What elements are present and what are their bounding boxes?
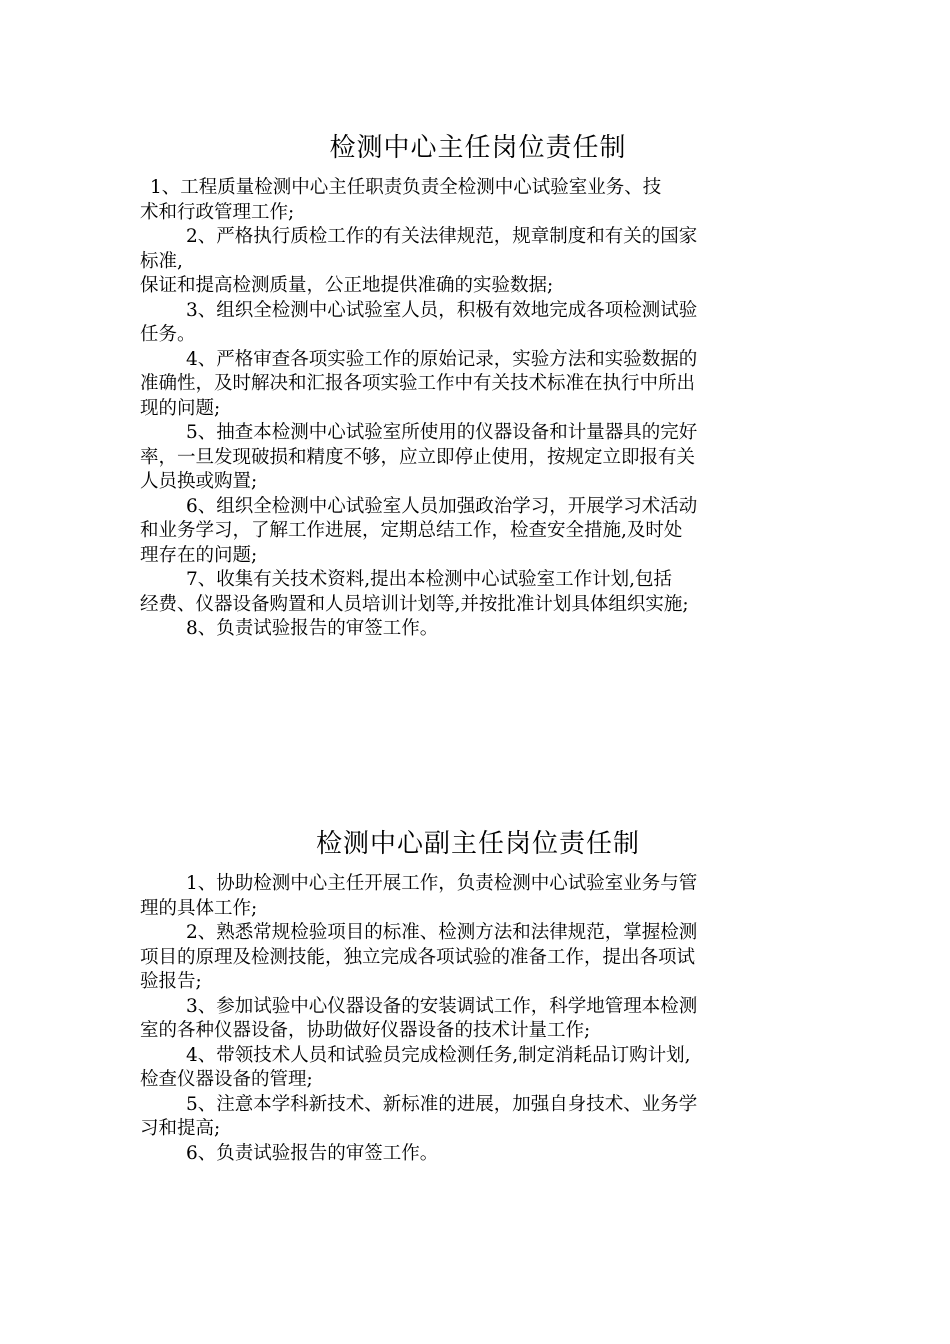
text-line: 3、参加试验中心仪器设备的安装调试工作，科学地管理本检测 — [186, 995, 698, 1017]
text-line: 检查仪器设备的管理; — [140, 1069, 313, 1090]
section-title: 检测中心副主任岗位责任制 — [315, 829, 640, 859]
text-line: 1、工程质量检测中心主任职责负责全检测中心试验室业务、技 — [150, 177, 662, 198]
director-responsibilities-section — [140, 128, 816, 642]
text-line: 率，一旦发现破损和精度不够，应立即停止使用，按规定立即报有关 — [140, 446, 696, 468]
text-line: 5、抽查本检测中心试验室所使用的仪器设备和计量器具的完好 — [186, 422, 698, 443]
text-line: 6、负责试验报告的审签工作。 — [186, 1142, 439, 1164]
text-line: 习和提高; — [140, 1118, 221, 1139]
text-line: 验报告; — [140, 971, 202, 992]
text-line: 5、注意本学科新技术、新标准的进展，加强自身技术、业务学 — [186, 1093, 698, 1115]
deputy-director-responsibilities-section — [140, 824, 816, 1166]
text-line: 经费、仪器设备购置和人员培训计划等,并按批准计划具体组织实施; — [140, 593, 689, 615]
section-title: 检测中心主任岗位责任制 — [329, 133, 627, 163]
text-line: 7、收集有关技术资料,提出本检测中心试验室工作计划,包括 — [186, 569, 673, 590]
text-line: 6、组织全检测中心试验室人员加强政治学习，开展学习术活动 — [186, 495, 698, 517]
text-line: 和业务学习，了解工作进展，定期总结工作，检查安全措施,及时处 — [140, 520, 683, 541]
text-line: 准确性，及时解决和汇报各项实验工作中有关技术标准在执行中所出 — [140, 373, 696, 394]
text-line: 2、严格执行质检工作的有关法律规范，规章制度和有关的国家 — [186, 226, 698, 247]
text-line: 保证和提高检测质量，公正地提供准确的实验数据; — [140, 275, 554, 296]
text-line: 2、熟悉常规检验项目的标准、检测方法和法律规范，掌握检测 — [186, 922, 698, 943]
text-line: 任务。 — [140, 324, 196, 345]
text-line: 人员换或购置; — [140, 471, 258, 492]
text-line: 理存在的问题; — [140, 544, 258, 566]
text-line: 1、协助检测中心主任开展工作，负责检测中心试验室业务与管 — [186, 873, 698, 894]
text-line: 4、严格审查各项实验工作的原始记录，实验方法和实验数据的 — [186, 348, 698, 370]
text-line: 4、带领技术人员和试验员完成检测任务,制定消耗品订购计划, — [186, 1044, 691, 1066]
text-line: 8、负责试验报告的审签工作。 — [186, 618, 439, 639]
text-line: 室的各种仪器设备，协助做好仪器设备的技术计量工作; — [140, 1020, 591, 1041]
text-line: 项目的原理及检测技能，独立完成各项试验的准备工作，提出各项试 — [140, 946, 696, 968]
text-line: 现的问题; — [140, 397, 221, 419]
text-line: 理的具体工作; — [140, 897, 258, 919]
text-line: 标准, — [140, 250, 183, 272]
text-line: 术和行政管理工作; — [140, 201, 295, 223]
text-line: 3、组织全检测中心试验室人员，积极有效地完成各项检测试验 — [186, 299, 698, 321]
